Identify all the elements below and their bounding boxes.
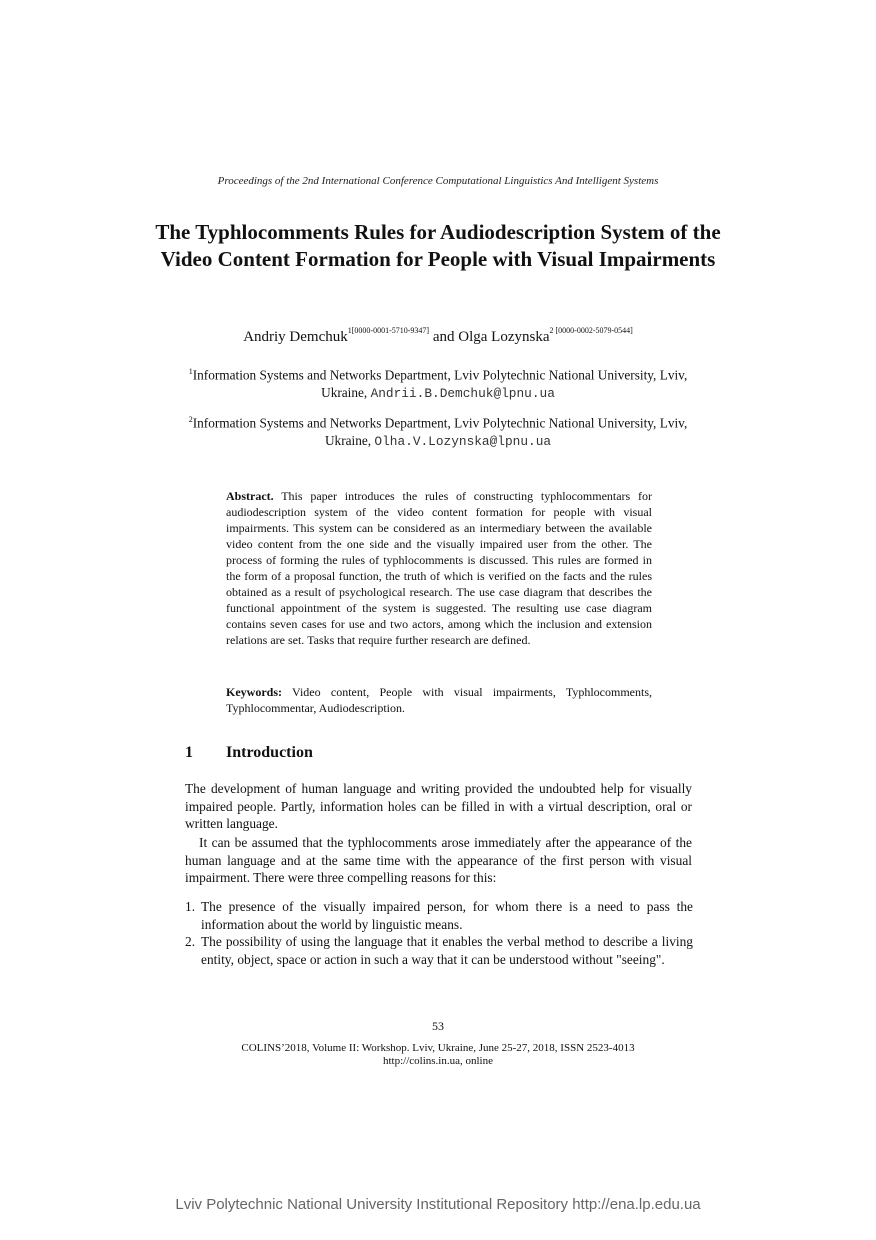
affiliation-1 <box>170 363 706 403</box>
author-1-orcid: 1[0000-0001-5710-9347] <box>347 326 430 335</box>
section-heading <box>185 744 313 762</box>
list-item <box>185 898 693 933</box>
abstract-text: This paper introduces the rules of constructing typhlocommentars for audiodescription system of the video content formation for people with visual impairments. This system can be considered as an intermediary between the available video content from the one side and the visually impaired user from the other. The process of forming the rules of typhlocomments is discussed. This rules are formed in the form of a proposal function, the truth of which is verified on the facts and the rules obtained as a result of psychological research. The use case diagram that describes the functional appointment of the system is suggested. The resulting use case diagram contains seven cases for use and two actors, among which the inclusion and extension relations are set. Tasks that require further research are defined. <box>226 489 652 647</box>
affiliation-1-text: Information Systems and Networks Department, Lviv Polytechnic National University, Lviv, Ukraine, <box>192 367 688 401</box>
author-conjunction: and <box>432 329 455 345</box>
list-item-text: The possibility of using the language that it enables the verbal method to describe a living entity, object, space or action in such a way that it can be understood without "seeing". <box>201 934 693 967</box>
keywords-text: Video content, People with visual impairments, Typhlocomments, Typhlocommentar, Audiodescription. <box>226 685 652 715</box>
list-item-number: 1. <box>185 899 196 914</box>
affiliation-2-number: 2 <box>188 415 193 424</box>
reasons-list <box>185 898 693 968</box>
paragraph-2: It can be assumed that the typhlocomments arose immediately after the appearance of the human language and at the same time with the appearance of the first person with visual impairment. There were three compelling reasons for this: <box>185 835 692 885</box>
section-title: Introduction <box>226 744 313 761</box>
paper-title: The Typhlocomments Rules for Audiodescription System of the Video Content Formation for People with Visual Impairments <box>155 220 721 271</box>
author-1-name: Andriy Demchuk <box>243 329 348 345</box>
abstract <box>226 488 652 648</box>
proceedings-header: Proceedings of the 2nd International Conference Computational Linguistics And Intelligent Systems <box>217 175 659 187</box>
affiliation-2 <box>170 411 706 451</box>
footer-url[interactable]: http://colins.in.ua, online <box>383 1055 493 1067</box>
list-item <box>185 933 693 968</box>
affiliation-1-number: 1 <box>188 367 193 376</box>
list-item-text: The presence of the visually impaired person, for whom there is a need to pass the information about the world by linguistic means. <box>201 899 693 932</box>
abstract-label: Abstract. <box>226 489 274 503</box>
page-number: 53 <box>432 1019 444 1033</box>
keywords <box>226 684 652 716</box>
list-item-number: 2. <box>185 934 196 949</box>
paragraph-1: The development of human language and writing provided the undoubted help for visually impaired people. Partly, information holes can be filled in with a virtual description, oral or written language. <box>185 781 692 831</box>
keywords-label: Keywords: <box>226 685 282 699</box>
affiliation-1-email[interactable]: Andrii.B.Demchuk@lpnu.ua <box>370 386 555 402</box>
affiliation-2-text: Information Systems and Networks Department, Lviv Polytechnic National University, Lviv, Ukraine, <box>192 415 688 449</box>
author-line <box>0 328 876 346</box>
repository-watermark: Lviv Polytechnic National University Institutional Repository http://ena.lp.edu.ua <box>175 1196 701 1213</box>
footer-citation: COLINS’2018, Volume II: Workshop. Lviv, Ukraine, June 25-27, 2018, ISSN 2523-4013 <box>241 1042 635 1054</box>
author-2-orcid: 2 [0000-0002-5079-0544] <box>549 326 633 335</box>
affiliation-2-email[interactable]: Olha.V.Lozynska@lpnu.ua <box>374 434 552 450</box>
section-number: 1 <box>185 744 193 761</box>
author-2-name: Olga Lozynska <box>458 329 550 345</box>
